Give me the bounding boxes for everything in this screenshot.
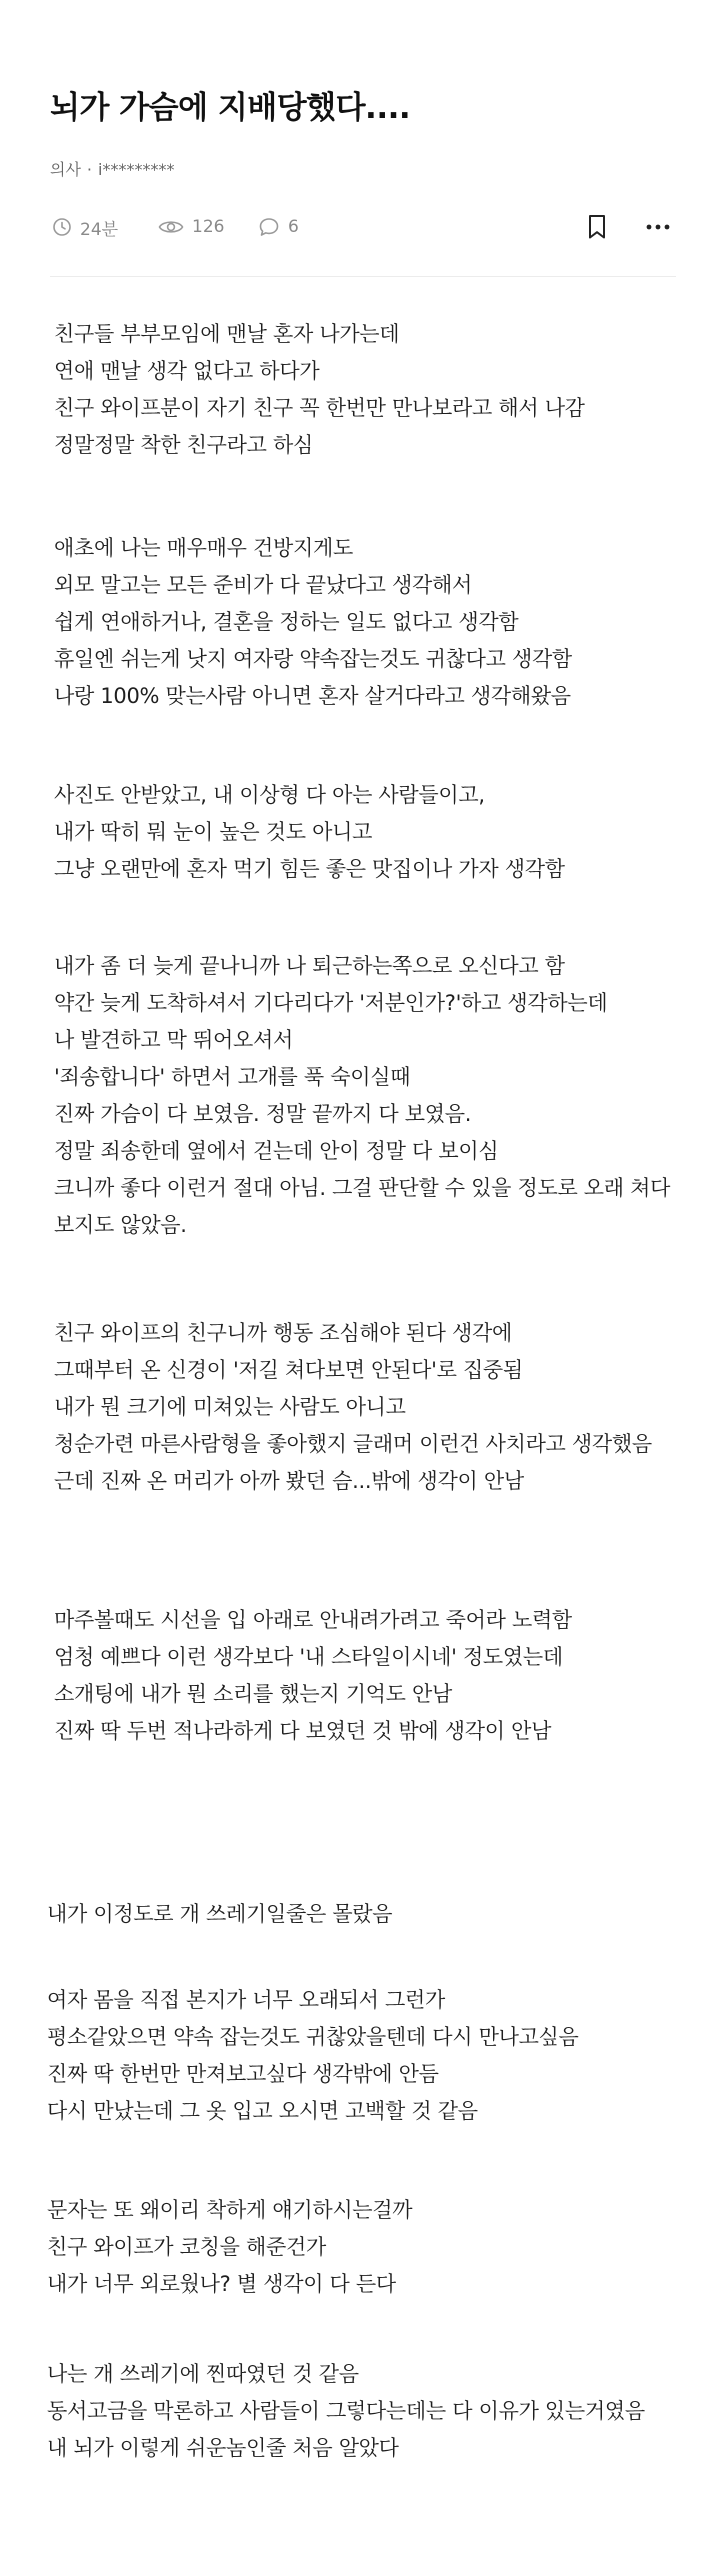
body-line: 애초에 나는 매우매우 건방지게도 xyxy=(54,536,353,560)
post-paragraph-3 xyxy=(54,777,694,888)
body-line: 그냥 오랜만에 혼자 먹기 힘든 좋은 맛집이나 가자 생각함 xyxy=(54,857,565,881)
post-paragraph-2 xyxy=(54,530,694,715)
body-line: 내가 좀 더 늦게 끝나니까 나 퇴근하는쪽으로 오신다고 함 xyxy=(54,954,565,978)
post-paragraph-5 xyxy=(54,1315,694,1500)
post-comments-value: 6 xyxy=(288,217,299,237)
body-line: 청순가련 마른사람형을 좋아했지 글래머 이런건 사치라고 생각했음 xyxy=(54,1432,652,1456)
post-category[interactable]: 의사 xyxy=(50,160,81,179)
body-line: 연애 맨날 생각 없다고 하다가 xyxy=(54,359,320,383)
eye-icon xyxy=(158,217,184,237)
body-line: 나 발견하고 막 뛰어오셔서 xyxy=(54,1028,293,1052)
body-line: 진짜 딱 한번만 만져보고싶다 생각밖에 안듬 xyxy=(47,2062,439,2086)
post-paragraph-9 xyxy=(47,2192,687,2303)
bookmark-button[interactable] xyxy=(582,212,612,242)
more-dots-icon xyxy=(645,223,671,231)
post-stats-row xyxy=(50,212,676,242)
body-line: 진짜 딱 두번 적나라하게 다 보였던 것 밖에 생각이 안남 xyxy=(54,1719,552,1743)
body-line: 진짜 가슴이 다 보였음. 정말 끝까지 다 보였음. xyxy=(54,1102,472,1126)
body-line: 크니까 좋다 이런거 절대 아님. 그걸 판단할 수 있을 정도로 오래 쳐다보지도 않았음. xyxy=(54,1176,671,1237)
body-line: 내가 너무 외로웠나? 별 생각이 다 든다 xyxy=(47,2272,396,2296)
body-line: 쉽게 연애하거나, 결혼을 정하는 일도 없다고 생각함 xyxy=(54,610,519,634)
post-comments[interactable] xyxy=(258,212,299,242)
body-line: 외모 말고는 모든 준비가 다 끝났다고 생각해서 xyxy=(54,573,472,597)
post-views-value: 126 xyxy=(192,217,225,237)
body-line: 다시 만났는데 그 옷 입고 오시면 고백할 것 같음 xyxy=(47,2099,478,2123)
body-line: 마주볼때도 시선을 입 아래로 안내려가려고 죽어라 노력함 xyxy=(54,1608,572,1632)
post-paragraph-7 xyxy=(47,1896,687,1933)
post-paragraph-10 xyxy=(47,2356,687,2467)
body-line: 정말정말 착한 친구라고 하심 xyxy=(54,433,313,457)
bookmark-icon xyxy=(587,214,607,240)
body-line: 친구 와이프가 코칭을 해준건가 xyxy=(47,2235,326,2259)
body-line: 사진도 안받았고, 내 이상형 다 아는 사람들이고, xyxy=(54,783,485,807)
body-line: 정말 죄송한데 옆에서 걷는데 안이 정말 다 보이심 xyxy=(54,1139,499,1163)
post-time-value: 24분 xyxy=(80,219,119,240)
comment-bubble-icon xyxy=(258,216,280,238)
body-line: 친구들 부부모임에 맨날 혼자 나가는데 xyxy=(54,322,400,346)
body-line: 내 뇌가 이렇게 쉬운놈인줄 처음 알았다 xyxy=(47,2436,399,2460)
body-line: 친구 와이프분이 자기 친구 꼭 한번만 만나보라고 해서 나감 xyxy=(54,396,585,420)
post-paragraph-6 xyxy=(54,1602,694,1750)
body-line: 여자 몸을 직접 본지가 너무 오래되서 그런가 xyxy=(47,1988,445,2012)
body-line: 내가 딱히 뭐 눈이 높은 것도 아니고 xyxy=(54,820,373,844)
meta-separator: · xyxy=(86,160,93,179)
header-divider xyxy=(50,276,676,277)
body-line: 약간 늦게 도착하셔서 기다리다가 '저분인가?'하고 생각하는데 xyxy=(54,991,608,1015)
post-paragraph-1 xyxy=(54,316,694,464)
post-time xyxy=(52,212,118,242)
post-title: 뇌가 가슴에 지배당했다.... xyxy=(50,90,411,126)
post-author[interactable]: i********* xyxy=(98,160,175,179)
post-paragraph-4 xyxy=(54,948,694,1244)
body-line: 동서고금을 막론하고 사람들이 그렇다는데는 다 이유가 있는거였음 xyxy=(47,2399,645,2423)
body-line: 소개팅에 내가 뭔 소리를 했는지 기억도 안남 xyxy=(54,1682,452,1706)
post-meta xyxy=(50,158,174,182)
post-views xyxy=(158,212,224,242)
body-line: 그때부터 온 신경이 '저길 쳐다보면 안된다'로 집중됨 xyxy=(54,1358,523,1382)
body-line: 내가 이정도로 개 쓰레기일줄은 몰랐음 xyxy=(47,1902,393,1926)
clock-icon xyxy=(52,217,72,237)
body-line: '죄송합니다' 하면서 고개를 푹 숙이실때 xyxy=(54,1065,411,1089)
body-line: 근데 진짜 온 머리가 아까 봤던 슴...밖에 생각이 안남 xyxy=(54,1469,524,1493)
body-line: 내가 뭔 크기에 미쳐있는 사람도 아니고 xyxy=(54,1395,406,1419)
body-line: 문자는 또 왜이리 착하게 얘기하시는걸까 xyxy=(47,2198,413,2222)
more-options-button[interactable] xyxy=(640,212,676,242)
body-line: 나랑 100% 맞는사람 아니면 혼자 살거다라고 생각해왔음 xyxy=(54,684,571,708)
body-line: 친구 와이프의 친구니까 행동 조심해야 된다 생각에 xyxy=(54,1321,512,1345)
body-line: 평소같았으면 약속 잡는것도 귀찮았을텐데 다시 만나고싶음 xyxy=(47,2025,579,2049)
post-paragraph-8 xyxy=(47,1982,687,2130)
body-line: 엄청 예쁘다 이런 생각보다 '내 스타일이시네' 정도였는데 xyxy=(54,1645,563,1669)
body-line: 나는 개 쓰레기에 찐따였던 것 같음 xyxy=(47,2362,359,2386)
body-line: 휴일엔 쉬는게 낫지 여자랑 약속잡는것도 귀찮다고 생각함 xyxy=(54,647,572,671)
